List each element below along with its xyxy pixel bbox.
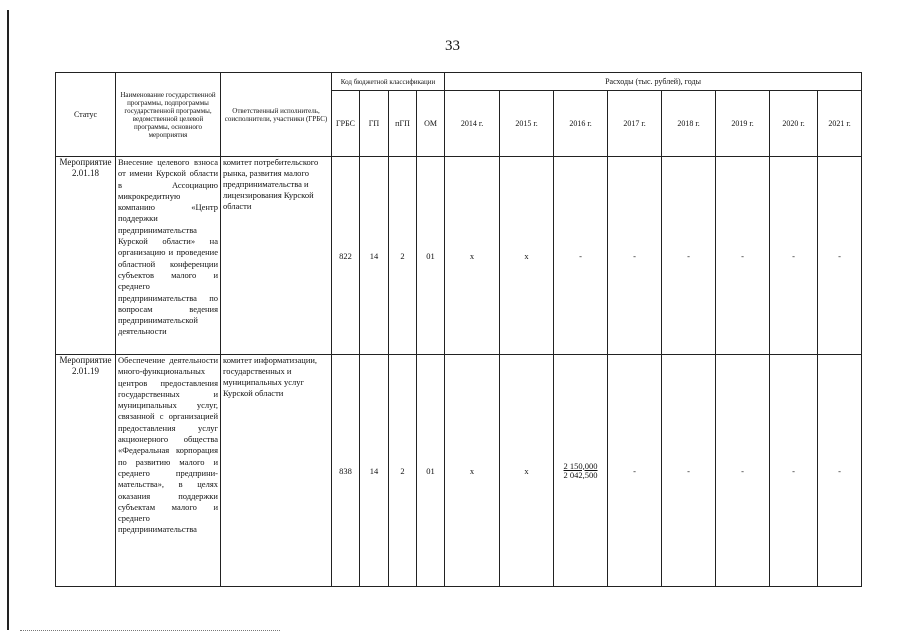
- scan-footer-noise: [20, 630, 280, 634]
- header-year-2020: 2020 г.: [770, 91, 818, 157]
- row-2021: -: [818, 157, 862, 355]
- header-budget-code: Код бюджетной классификации: [332, 73, 445, 91]
- row-executor: комитет информатизации, государственных и муниципальных услуг Курской области: [221, 355, 332, 587]
- header-om: ОМ: [417, 91, 445, 157]
- header-year-2014: 2014 г.: [445, 91, 500, 157]
- header-year-2018: 2018 г.: [662, 91, 716, 157]
- row-grbs: 822: [332, 157, 360, 355]
- row-om: 01: [417, 157, 445, 355]
- row-om: 01: [417, 355, 445, 587]
- row-2019: -: [716, 355, 770, 587]
- header-gp: ГП: [360, 91, 389, 157]
- table-row: [56, 355, 862, 587]
- row-2016: [554, 157, 608, 355]
- row-2014: х: [445, 157, 500, 355]
- row-2015: х: [500, 157, 554, 355]
- row-2017: -: [608, 355, 662, 587]
- row-status: Мероприятие 2.01.18: [56, 157, 116, 355]
- page-number: 33: [445, 38, 460, 54]
- header-year-2016: 2016 г.: [554, 91, 608, 157]
- header-year-2017: 2017 г.: [608, 91, 662, 157]
- row-executor: комитет потребительского рынка, развития малого предпринимательства и лицензирования Курской области: [221, 157, 332, 355]
- row-2020: -: [770, 157, 818, 355]
- budget-table: [55, 72, 862, 587]
- header-pgp: пГП: [389, 91, 417, 157]
- row-gp: 14: [360, 355, 389, 587]
- row-2017: -: [608, 157, 662, 355]
- row-grbs: 838: [332, 355, 360, 587]
- header-year-2015: 2015 г.: [500, 91, 554, 157]
- row-pgp: 2: [389, 157, 417, 355]
- header-status: Статус: [56, 73, 116, 157]
- row-name: Обеспечение деятельности много-функциональных центров предоставления государственных и муниципальных услуг, связанной с организацией предоставления услуг акционерного общества «Федеральная корпорация по развитию малого и среднего предприни-мательства», в целях оказания поддержки субъектам малого и среднего предпринимательства: [116, 355, 221, 587]
- scan-left-edge: [7, 10, 9, 630]
- row-gp: 14: [360, 157, 389, 355]
- row-2016-value: 2 150,000: [563, 460, 598, 471]
- header-executor: Ответственный исполнитель, соисполнители, участники (ГРБС): [221, 73, 332, 157]
- row-2020: -: [770, 355, 818, 587]
- row-2018: -: [662, 355, 716, 587]
- row-status: Мероприятие 2.01.19: [56, 355, 116, 587]
- header-year-2021: 2021 г.: [818, 91, 862, 157]
- row-2021: -: [818, 355, 862, 587]
- header-expenses: Расходы (тыс. рублей), годы: [445, 73, 862, 91]
- row-2019: -: [716, 157, 770, 355]
- row-2018: -: [662, 157, 716, 355]
- header-year-2019: 2019 г.: [716, 91, 770, 157]
- row-2016-value-b: 2 042,500: [563, 469, 598, 480]
- row-2016-value: -: [579, 250, 582, 261]
- row-2015: х: [500, 355, 554, 587]
- header-name: Наименование государственной программы, подпрограммы государственной программы, ведомственной целевой программы, основного мероприятия: [116, 73, 221, 157]
- table-row: [56, 157, 862, 355]
- row-name: Внесение целевого взноса от имени Курской области в Ассоциацию микрокредитную компанию «Центр поддержки предпринимательства Курской области» на организацию и проведение областной конференции субъектов малого и среднего предпринимательства по вопросам ведения предпринимательской деятельности: [116, 157, 221, 355]
- row-2014: х: [445, 355, 500, 587]
- row-2016: [554, 355, 608, 587]
- row-pgp: 2: [389, 355, 417, 587]
- header-grbs: ГРБС: [332, 91, 360, 157]
